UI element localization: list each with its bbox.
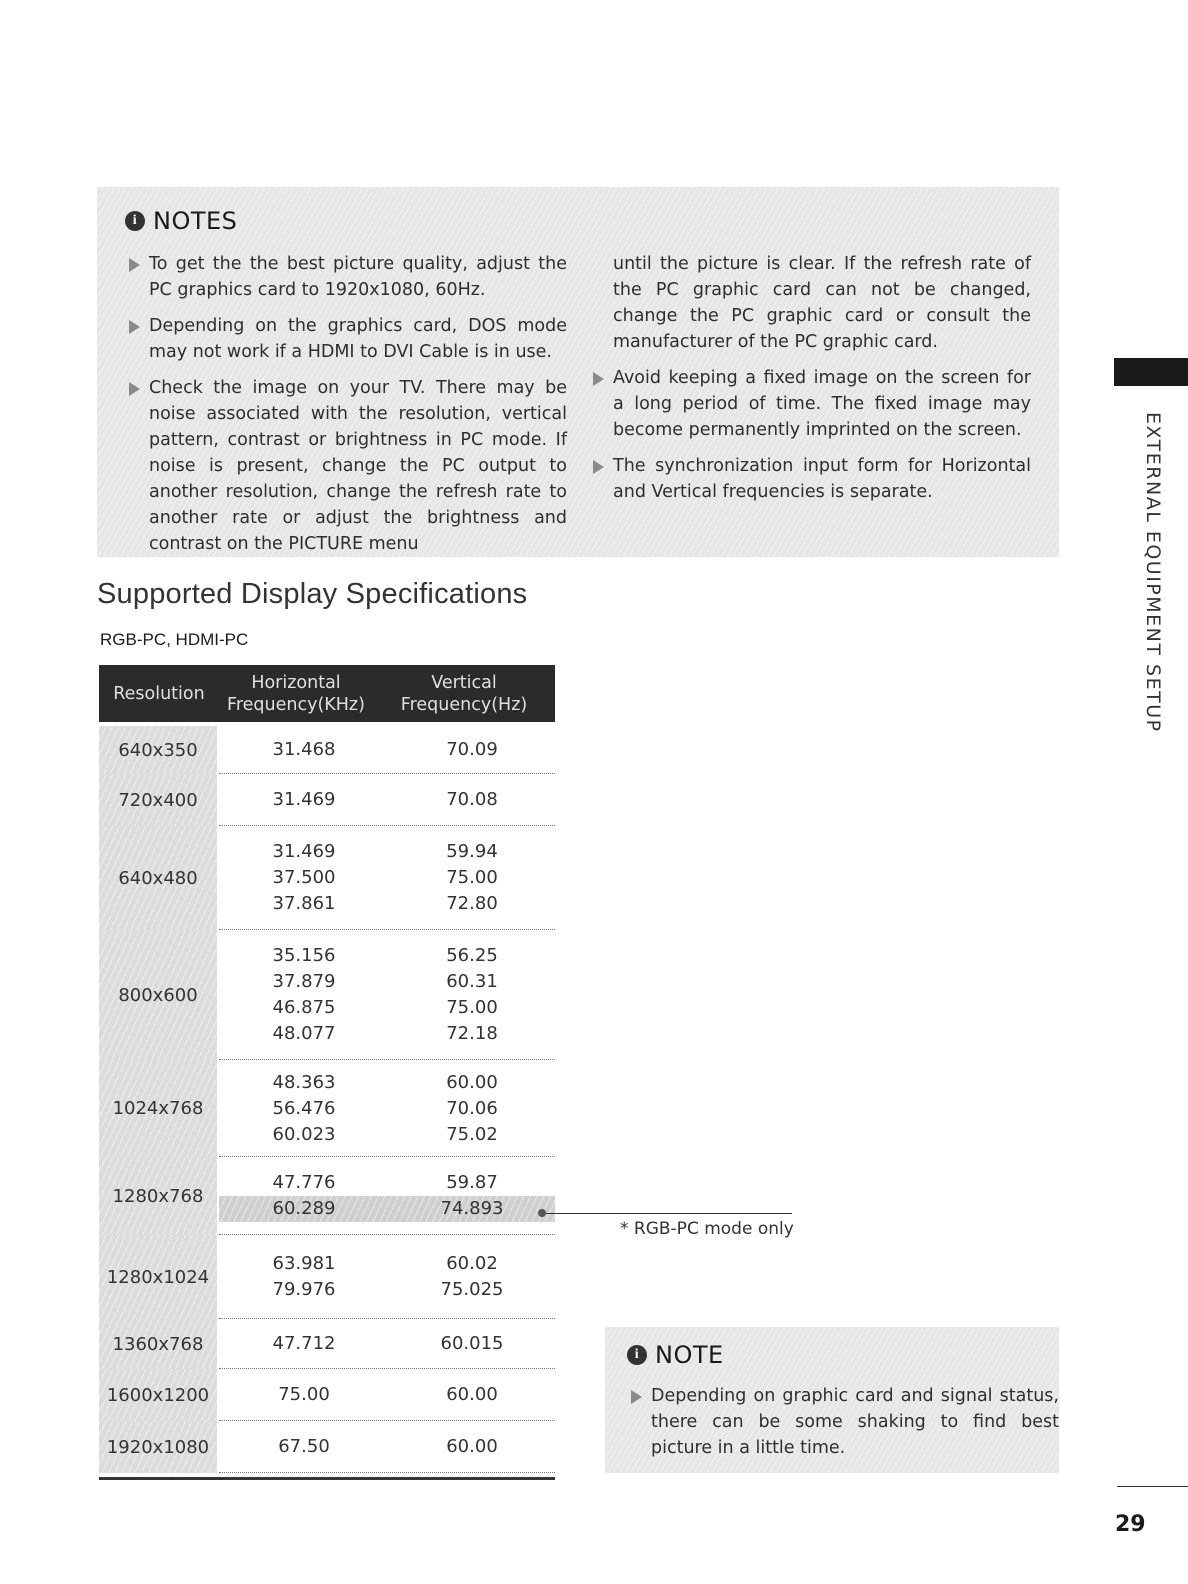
horizontal-frequency: 63.981 bbox=[272, 1253, 336, 1274]
frequency-line bbox=[219, 1069, 555, 1095]
frequency-cell bbox=[219, 1421, 555, 1473]
frequency-line bbox=[219, 1382, 555, 1408]
table-row bbox=[99, 774, 555, 826]
notes-left-column bbox=[127, 251, 567, 567]
resolution-cell: 1024x768 bbox=[99, 1060, 217, 1157]
frequency-cell bbox=[219, 774, 555, 826]
note-item-continued: until the picture is clear. If the refresh rate of the PC graphic card can not be changed, change the PC graphic card or consult the manufacturer of the PC graphic card. bbox=[613, 254, 1031, 352]
arrow-bullet-icon bbox=[129, 382, 140, 396]
resolution-cell: 1920x1080 bbox=[99, 1421, 217, 1473]
note-item: Avoid keeping a fixed image on the screen for a long period of time. The fixed image may become permanently imprinted on the screen. bbox=[591, 365, 1031, 443]
note-item: The synchronization input form for Horizontal and Vertical frequencies is separate. bbox=[591, 453, 1031, 505]
frequency-cell bbox=[219, 826, 555, 930]
resolution-cell: 1280x1024 bbox=[99, 1235, 217, 1319]
arrow-bullet-icon bbox=[631, 1390, 642, 1404]
resolution-cell: 800x600 bbox=[99, 930, 217, 1060]
frequency-line bbox=[219, 995, 555, 1021]
resolution-cell: 640x350 bbox=[99, 726, 217, 774]
notes-heading-text: NOTES bbox=[153, 207, 238, 235]
note-item: Check the image on your TV. There may be noise associated with the resolution, vertical pattern, contrast or brightness in PC mode. If noise is present, change the PC output to another resolution, change the refresh rate to another rate or adjust the brightness and contrast on the PICTURE menu bbox=[127, 375, 567, 557]
page-number-rule bbox=[1117, 1486, 1188, 1487]
table-header bbox=[99, 665, 555, 722]
header-vertical: Vertical Frequency(Hz) bbox=[400, 672, 528, 715]
horizontal-frequency: 46.875 bbox=[272, 997, 336, 1018]
frequency-cell bbox=[219, 1157, 555, 1235]
horizontal-frequency: 60.023 bbox=[272, 1123, 336, 1145]
side-chapter-label: EXTERNAL EQUIPMENT SETUP bbox=[1142, 412, 1164, 733]
frequency-line bbox=[219, 969, 555, 995]
vertical-frequency: 74.893 bbox=[440, 1198, 504, 1219]
resolution-cell: 1600x1200 bbox=[99, 1369, 217, 1421]
note-heading bbox=[627, 1341, 724, 1369]
frequency-line bbox=[219, 1434, 555, 1460]
vertical-frequency: 70.09 bbox=[446, 739, 498, 760]
vertical-frequency: 75.00 bbox=[446, 867, 498, 888]
note-item: Depending on graphic card and signal status, there can be some shaking to find best picture in a little time. bbox=[629, 1383, 1059, 1461]
table-row bbox=[99, 826, 555, 930]
horizontal-frequency: 75.00 bbox=[278, 1384, 330, 1405]
frequency-line bbox=[219, 1170, 555, 1196]
horizontal-frequency: 37.879 bbox=[272, 971, 336, 992]
arrow-bullet-icon bbox=[593, 372, 604, 386]
frequency-line bbox=[219, 865, 555, 891]
horizontal-frequency: 37.500 bbox=[272, 867, 336, 888]
table-row bbox=[99, 1319, 555, 1369]
table-body bbox=[99, 726, 555, 1473]
frequency-cell bbox=[219, 1235, 555, 1319]
frequency-line bbox=[219, 737, 555, 763]
table-bottom-rule bbox=[99, 1477, 555, 1480]
notes-heading bbox=[125, 207, 237, 235]
spec-table bbox=[99, 665, 555, 1480]
horizontal-frequency: 47.712 bbox=[272, 1333, 336, 1354]
frequency-line bbox=[219, 787, 555, 813]
vertical-frequency: 60.02 bbox=[446, 1253, 498, 1274]
table-row bbox=[99, 1157, 555, 1235]
horizontal-frequency: 48.363 bbox=[272, 1071, 336, 1093]
section-title: Supported Display Specifications bbox=[97, 578, 528, 610]
vertical-frequency: 56.25 bbox=[446, 945, 498, 966]
frequency-line bbox=[219, 1277, 555, 1303]
horizontal-frequency: 31.469 bbox=[272, 841, 336, 862]
note-item: Depending on the graphics card, DOS mode may not work if a HDMI to DVI Cable is in use. bbox=[127, 313, 567, 365]
frequency-line bbox=[219, 1121, 555, 1147]
vertical-frequency: 60.015 bbox=[440, 1333, 504, 1354]
note-box bbox=[605, 1327, 1059, 1473]
vertical-frequency: 60.00 bbox=[446, 1071, 498, 1093]
table-row bbox=[99, 930, 555, 1060]
vertical-frequency: 70.08 bbox=[446, 789, 498, 810]
horizontal-frequency: 56.476 bbox=[272, 1097, 336, 1119]
side-tab-marker bbox=[1114, 358, 1188, 386]
resolution-cell: 640x480 bbox=[99, 826, 217, 930]
arrow-bullet-icon bbox=[129, 258, 140, 272]
horizontal-frequency: 47.776 bbox=[272, 1172, 336, 1193]
frequency-cell bbox=[219, 1060, 555, 1157]
vertical-frequency: 72.18 bbox=[446, 1023, 498, 1044]
horizontal-frequency: 35.156 bbox=[272, 945, 336, 966]
vertical-frequency: 60.00 bbox=[446, 1436, 498, 1457]
horizontal-frequency: 31.468 bbox=[272, 739, 336, 760]
resolution-cell: 720x400 bbox=[99, 774, 217, 826]
resolution-cell: 1280x768 bbox=[99, 1157, 217, 1235]
vertical-frequency: 75.00 bbox=[446, 997, 498, 1018]
horizontal-frequency: 67.50 bbox=[278, 1436, 330, 1457]
horizontal-frequency: 48.077 bbox=[272, 1023, 336, 1044]
header-horizontal: Horizontal Frequency(KHz) bbox=[227, 672, 365, 715]
frequency-line bbox=[219, 891, 555, 917]
table-row bbox=[99, 726, 555, 774]
notes-right-column bbox=[591, 251, 1031, 515]
arrow-bullet-icon bbox=[593, 460, 604, 474]
vertical-frequency: 60.00 bbox=[446, 1384, 498, 1405]
frequency-line bbox=[219, 943, 555, 969]
arrow-bullet-icon bbox=[129, 320, 140, 334]
table-row bbox=[99, 1369, 555, 1421]
vertical-frequency: 75.02 bbox=[446, 1123, 498, 1145]
rgb-note: * RGB-PC mode only bbox=[620, 1219, 794, 1239]
section-subtitle: RGB-PC, HDMI-PC bbox=[100, 630, 249, 649]
table-row bbox=[99, 1060, 555, 1157]
vertical-frequency: 60.31 bbox=[446, 971, 498, 992]
horizontal-frequency: 79.976 bbox=[272, 1279, 336, 1300]
rgb-note-dot-icon bbox=[538, 1209, 546, 1217]
horizontal-frequency: 60.289 bbox=[272, 1198, 336, 1219]
frequency-cell bbox=[219, 930, 555, 1060]
table-row bbox=[99, 1235, 555, 1319]
frequency-line bbox=[219, 1331, 555, 1357]
table-row bbox=[99, 1421, 555, 1473]
vertical-frequency: 75.025 bbox=[440, 1279, 504, 1300]
header-resolution: Resolution bbox=[113, 683, 205, 704]
horizontal-frequency: 31.469 bbox=[272, 789, 336, 810]
vertical-frequency: 72.80 bbox=[446, 893, 498, 914]
vertical-frequency: 70.06 bbox=[446, 1097, 498, 1119]
horizontal-frequency: 37.861 bbox=[272, 893, 336, 914]
notes-box bbox=[97, 187, 1059, 557]
info-icon: i bbox=[627, 1345, 647, 1365]
rgb-note-leader-line bbox=[546, 1213, 792, 1214]
frequency-cell bbox=[219, 1369, 555, 1421]
frequency-cell bbox=[219, 1319, 555, 1369]
resolution-cell: 1360x768 bbox=[99, 1319, 217, 1369]
frequency-line bbox=[219, 1251, 555, 1277]
frequency-cell bbox=[219, 726, 555, 774]
note-heading-text: NOTE bbox=[655, 1341, 724, 1369]
frequency-line bbox=[219, 1196, 555, 1222]
note-item: To get the the best picture quality, adjust the PC graphics card to 1920x1080, 60Hz. bbox=[127, 251, 567, 303]
frequency-line bbox=[219, 839, 555, 865]
info-icon: i bbox=[125, 211, 145, 231]
vertical-frequency: 59.87 bbox=[446, 1172, 498, 1193]
frequency-line bbox=[219, 1095, 555, 1121]
frequency-line bbox=[219, 1021, 555, 1047]
page-number: 29 bbox=[1115, 1512, 1146, 1537]
vertical-frequency: 59.94 bbox=[446, 841, 498, 862]
